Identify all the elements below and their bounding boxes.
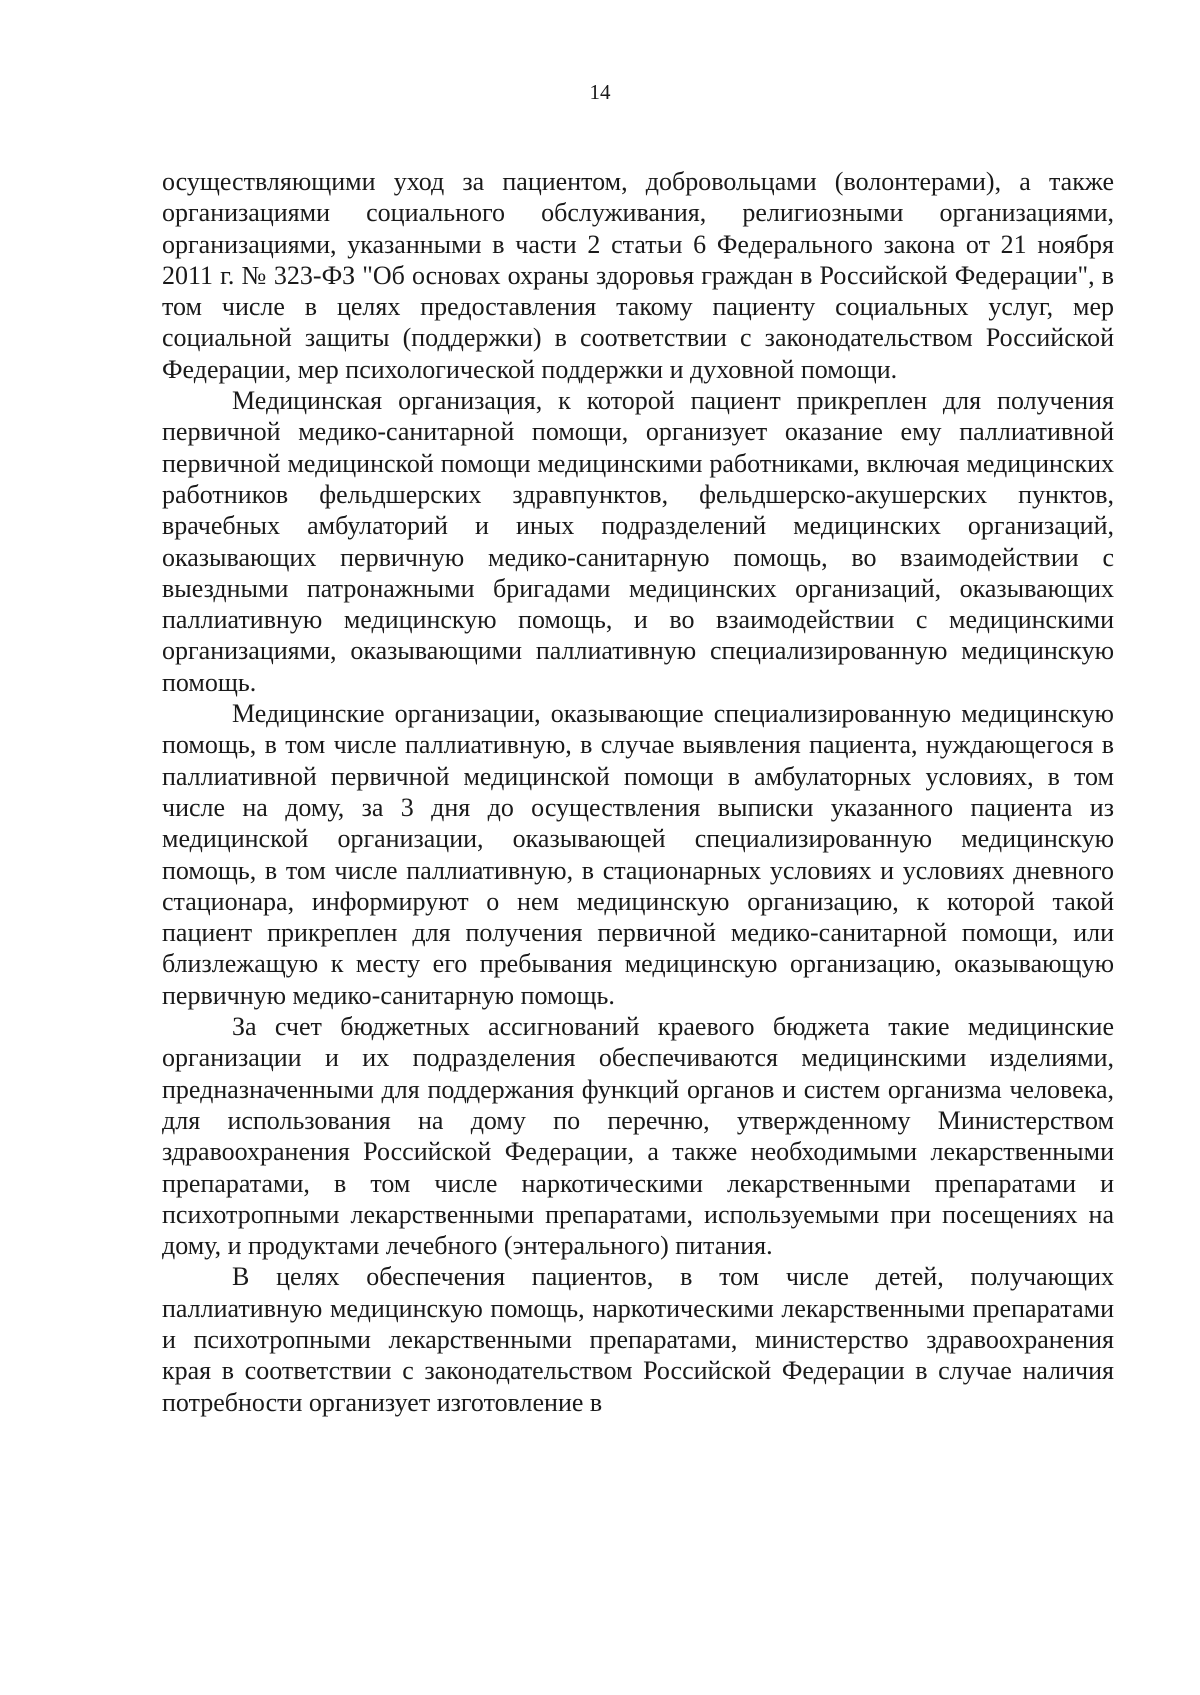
paragraph-narcotic-drugs-provision: В целях обеспечения пациентов, в том числе детей, получающих паллиативную медицинскую помощь, наркотическими лекарственными препаратами и психотропными лекарственными препаратами, министерство здравоохранения края в соответствии с законодательством Российской Федерации в случае наличия потребности организует изготовление в bbox=[162, 1262, 1114, 1417]
paragraph-specialized-care-notification: Медицинские организации, оказывающие специализированную медицинскую помощь, в том числе паллиативную, в случае выявления пациента, нуждающегося в паллиативной первичной медицинской помощи в амбулаторных условиях, в том числе на дому, за 3 дня до осуществления выписки указанного пациента из медицинской организации, оказывающей специализированную медицинскую помощь, в том числе паллиативную, в стационарных условиях и условиях дневного стационара, информируют о нем медицинскую организацию, к которой такой пациент прикреплен для получения первичной медико-санитарной помощи, или близлежащую к месту его пребывания медицинскую организацию, оказывающую первичную медико-санитарную помощь. bbox=[162, 699, 1114, 1010]
paragraph-palliative-primary-care: Медицинская организация, к которой пациент прикреплен для получения первичной медико-санитарной помощи, организует оказание ему паллиативной первичной медицинской помощи медицинскими работниками, включая медицинских работников фельдшерских здравпунктов, фельдшерско-акушерских пунктов, врачебных амбулаторий и иных подразделений медицинских организаций, оказывающих первичную медико-санитарную помощь, во взаимодействии с выездными патронажными бригадами медицинских организаций, оказывающих паллиативную медицинскую помощь, и во взаимодействии с медицинскими организациями, оказывающими паллиативную специализированную медицинскую помощь. bbox=[162, 386, 1114, 697]
paragraph-budget-funding: За счет бюджетных ассигнований краевого бюджета такие медицинские организации и их подразделения обеспечиваются медицинскими изделиями, предназначенными для поддержания функций органов и систем организма человека, для использования на дому по перечню, утвержденному Министерством здравоохранения Российской Федерации, а также необходимыми лекарственными препаратами, в том числе наркотическими лекарственными препаратами и психотропными лекарственными препаратами, используемыми при посещениях на дому, и продуктами лечебного (энтерального) питания. bbox=[162, 1012, 1114, 1261]
paragraph-continuation: осуществляющими уход за пациентом, добровольцами (волонтерами), а также организациями социального обслуживания, религиозными организациями, организациями, указанными в части 2 статьи 6 Федерального закона от 21 ноября 2011 г. № 323-ФЗ "Об основах охраны здоровья граждан в Российской Федерации", в том числе в целях предоставления такому пациенту социальных услуг, мер социальной защиты (поддержки) в соответствии с законодательством Российской Федерации, мер психологической поддержки и духовной помощи. bbox=[162, 167, 1114, 384]
document-body bbox=[162, 166, 1114, 1418]
page-number: 14 bbox=[589, 80, 611, 104]
